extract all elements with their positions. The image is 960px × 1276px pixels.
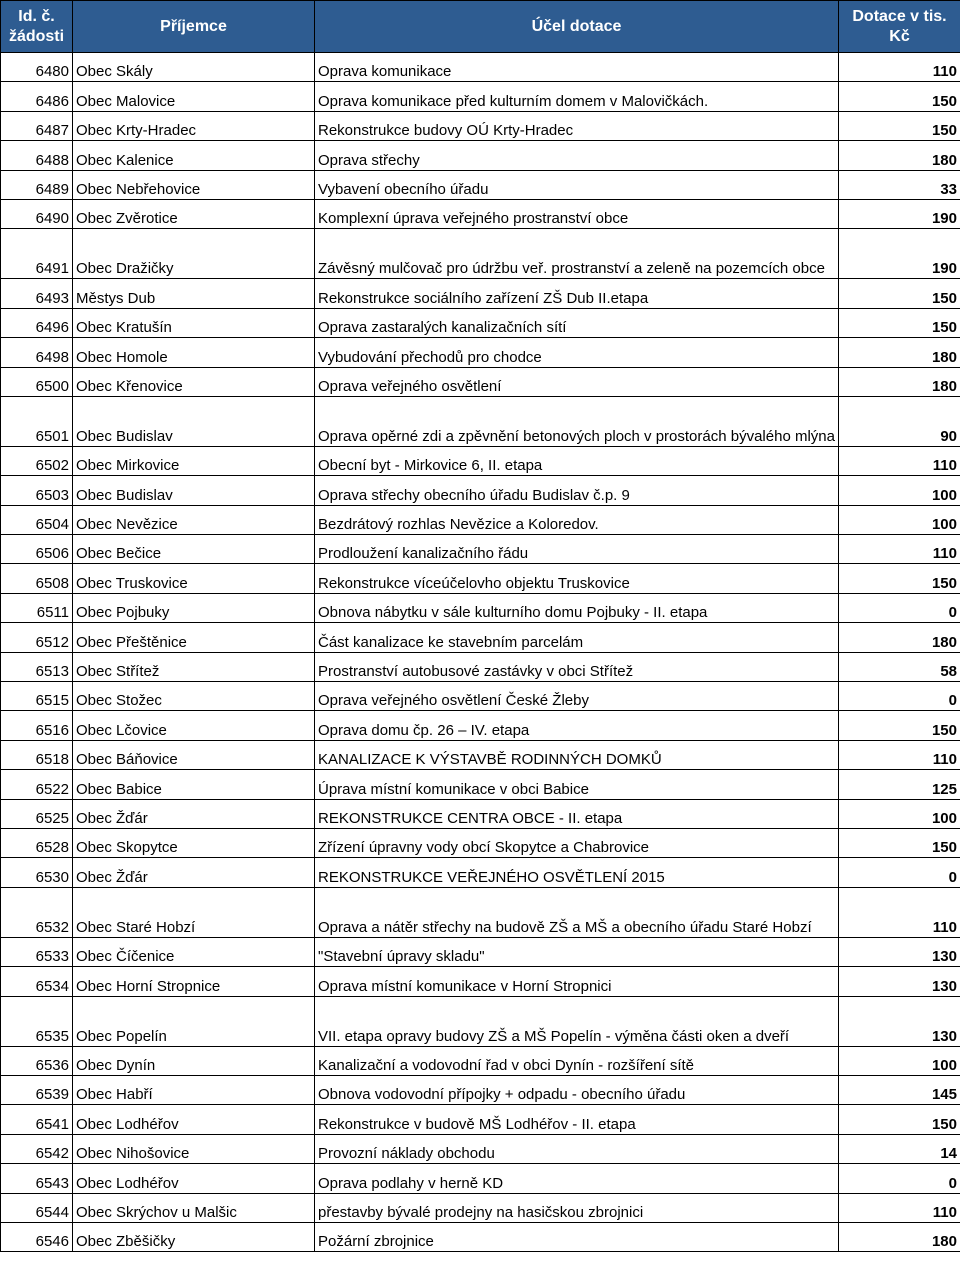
cell-amount: 0 — [839, 593, 960, 622]
table-row — [1, 711, 960, 740]
cell-recipient: Obec Habří — [73, 1075, 315, 1104]
cell-id: 6518 — [1, 740, 73, 769]
table-row — [1, 1075, 960, 1104]
cell-amount: 90 — [839, 396, 960, 446]
table-row — [1, 505, 960, 534]
cell-purpose: Oprava komunikace před kulturním domem v Malovičkách. — [315, 82, 839, 111]
cell-purpose: Obnova vodovodní přípojky + odpadu - obecního úřadu — [315, 1075, 839, 1104]
cell-purpose: Oprava střechy obecního úřadu Budislav č.p. 9 — [315, 476, 839, 505]
cell-recipient: Obec Žďár — [73, 799, 315, 828]
cell-amount: 110 — [839, 887, 960, 937]
cell-recipient: Obec Střítež — [73, 652, 315, 681]
cell-amount: 58 — [839, 652, 960, 681]
cell-purpose: Bezdrátový rozhlas Nevězice a Koloredov. — [315, 505, 839, 534]
cell-id: 6533 — [1, 937, 73, 966]
cell-recipient: Obec Lčovice — [73, 711, 315, 740]
table-row — [1, 1222, 960, 1251]
cell-id: 6535 — [1, 996, 73, 1046]
cell-id: 6491 — [1, 229, 73, 279]
header-id — [1, 1, 73, 53]
cell-purpose: Komplexní úprava veřejného prostranství obce — [315, 199, 839, 228]
cell-id: 6522 — [1, 770, 73, 799]
header-row — [1, 1, 960, 53]
cell-amount: 150 — [839, 828, 960, 857]
cell-id: 6536 — [1, 1046, 73, 1075]
cell-id: 6498 — [1, 338, 73, 367]
cell-recipient: Obec Kratušín — [73, 308, 315, 337]
cell-purpose: Prodloužení kanalizačního řádu — [315, 535, 839, 564]
cell-recipient: Obec Popelín — [73, 996, 315, 1046]
cell-purpose: Závěsný mulčovač pro údržbu veř. prostranství a zeleně na pozemcích obce — [315, 229, 839, 279]
cell-id: 6493 — [1, 279, 73, 308]
cell-purpose: Vybavení obecního úřadu — [315, 170, 839, 199]
cell-amount: 180 — [839, 623, 960, 652]
table-row — [1, 446, 960, 475]
cell-amount: 125 — [839, 770, 960, 799]
table-row — [1, 199, 960, 228]
cell-recipient: Obec Lodhéřov — [73, 1164, 315, 1193]
cell-recipient: Obec Lodhéřov — [73, 1105, 315, 1134]
cell-amount: 130 — [839, 967, 960, 996]
cell-id: 6506 — [1, 535, 73, 564]
cell-recipient: Obec Stožec — [73, 682, 315, 711]
cell-amount: 110 — [839, 446, 960, 475]
cell-amount: 130 — [839, 996, 960, 1046]
cell-recipient: Obec Staré Hobzí — [73, 887, 315, 937]
cell-purpose: Oprava komunikace — [315, 53, 839, 82]
table-row — [1, 53, 960, 82]
cell-amount: 190 — [839, 229, 960, 279]
cell-purpose: Provozní náklady obchodu — [315, 1134, 839, 1163]
cell-id: 6515 — [1, 682, 73, 711]
header-id-line2: žádosti — [8, 27, 65, 45]
cell-amount: 100 — [839, 799, 960, 828]
cell-id: 6488 — [1, 141, 73, 170]
cell-recipient: Obec Skopytce — [73, 828, 315, 857]
cell-amount: 150 — [839, 279, 960, 308]
cell-recipient: Obec Dynín — [73, 1046, 315, 1075]
cell-purpose: Rekonstrukce budovy OÚ Krty-Hradec — [315, 111, 839, 140]
cell-recipient: Obec Krty-Hradec — [73, 111, 315, 140]
header-amount — [839, 1, 960, 53]
cell-amount: 33 — [839, 170, 960, 199]
cell-purpose: Část kanalizace ke stavebním parcelám — [315, 623, 839, 652]
cell-purpose: Rekonstrukce víceúčelovho objektu Truskovice — [315, 564, 839, 593]
cell-purpose: REKONSTRUKCE VEŘEJNÉHO OSVĚTLENÍ 2015 — [315, 858, 839, 887]
cell-amount: 150 — [839, 111, 960, 140]
cell-amount: 110 — [839, 53, 960, 82]
cell-recipient: Obec Číčenice — [73, 937, 315, 966]
header-id-line1: Id. č. — [18, 7, 55, 25]
cell-recipient: Obec Dražičky — [73, 229, 315, 279]
cell-purpose: přestavby bývalé prodejny na hasičskou zbrojnici — [315, 1193, 839, 1222]
cell-amount: 145 — [839, 1075, 960, 1104]
table-row — [1, 593, 960, 622]
cell-amount: 150 — [839, 82, 960, 111]
header-amount-line2: Kč — [889, 27, 910, 45]
cell-purpose: "Stavební úpravy skladu" — [315, 937, 839, 966]
header-purpose: Účel dotace — [315, 1, 839, 53]
table-row — [1, 476, 960, 505]
cell-amount: 110 — [839, 535, 960, 564]
cell-id: 6528 — [1, 828, 73, 857]
cell-id: 6516 — [1, 711, 73, 740]
table-row — [1, 1105, 960, 1134]
cell-id: 6501 — [1, 396, 73, 446]
cell-amount: 180 — [839, 141, 960, 170]
table-row — [1, 367, 960, 396]
cell-recipient: Obec Babice — [73, 770, 315, 799]
cell-amount: 0 — [839, 858, 960, 887]
cell-purpose: Rekonstrukce sociálního zařízení ZŠ Dub II.etapa — [315, 279, 839, 308]
table-row — [1, 996, 960, 1046]
table-row — [1, 141, 960, 170]
cell-amount: 180 — [839, 1222, 960, 1251]
cell-purpose: Oprava opěrné zdi a zpěvnění betonových ploch v prostorách bývalého mlýna — [315, 396, 839, 446]
table-row — [1, 887, 960, 937]
cell-id: 6503 — [1, 476, 73, 505]
cell-amount: 190 — [839, 199, 960, 228]
cell-id: 6539 — [1, 1075, 73, 1104]
cell-purpose: Prostranství autobusové zastávky v obci Střítež — [315, 652, 839, 681]
cell-amount: 0 — [839, 682, 960, 711]
cell-id: 6490 — [1, 199, 73, 228]
table-row — [1, 564, 960, 593]
cell-purpose: REKONSTRUKCE CENTRA OBCE - II. etapa — [315, 799, 839, 828]
cell-amount: 110 — [839, 1193, 960, 1222]
table-row — [1, 229, 960, 279]
cell-recipient: Obec Žďár — [73, 858, 315, 887]
table-row — [1, 396, 960, 446]
cell-id: 6511 — [1, 593, 73, 622]
cell-purpose: Oprava střechy — [315, 141, 839, 170]
cell-amount: 0 — [839, 1164, 960, 1193]
table-row — [1, 1164, 960, 1193]
cell-id: 6500 — [1, 367, 73, 396]
table-row — [1, 967, 960, 996]
cell-purpose: Oprava veřejného osvětlení — [315, 367, 839, 396]
cell-id: 6542 — [1, 1134, 73, 1163]
cell-id: 6496 — [1, 308, 73, 337]
cell-recipient: Obec Skály — [73, 53, 315, 82]
cell-amount: 100 — [839, 1046, 960, 1075]
cell-id: 6532 — [1, 887, 73, 937]
table-row — [1, 1193, 960, 1222]
cell-recipient: Obec Zvěrotice — [73, 199, 315, 228]
cell-amount: 150 — [839, 1105, 960, 1134]
cell-amount: 180 — [839, 367, 960, 396]
cell-amount: 150 — [839, 564, 960, 593]
cell-id: 6502 — [1, 446, 73, 475]
table-row — [1, 652, 960, 681]
table-row — [1, 1134, 960, 1163]
cell-purpose: Obnova nábytku v sále kulturního domu Pojbuky - II. etapa — [315, 593, 839, 622]
cell-recipient: Obec Bečice — [73, 535, 315, 564]
cell-id: 6487 — [1, 111, 73, 140]
cell-amount: 150 — [839, 308, 960, 337]
cell-purpose: Oprava a nátěr střechy na budově ZŠ a MŠ a obecního úřadu Staré Hobzí — [315, 887, 839, 937]
cell-purpose: Oprava místní komunikace v Horní Stropnici — [315, 967, 839, 996]
cell-id: 6534 — [1, 967, 73, 996]
cell-recipient: Obec Nihošovice — [73, 1134, 315, 1163]
cell-id: 6486 — [1, 82, 73, 111]
cell-recipient: Obec Horní Stropnice — [73, 967, 315, 996]
cell-amount: 100 — [839, 476, 960, 505]
table-row — [1, 1046, 960, 1075]
cell-id: 6544 — [1, 1193, 73, 1222]
cell-recipient: Obec Homole — [73, 338, 315, 367]
cell-recipient: Obec Zběšičky — [73, 1222, 315, 1251]
cell-amount: 130 — [839, 937, 960, 966]
cell-purpose: KANALIZACE K VÝSTAVBĚ RODINNÝCH DOMKŮ — [315, 740, 839, 769]
cell-id: 6543 — [1, 1164, 73, 1193]
cell-purpose: Oprava zastaralých kanalizačních sítí — [315, 308, 839, 337]
cell-recipient: Obec Křenovice — [73, 367, 315, 396]
cell-recipient: Obec Kalenice — [73, 141, 315, 170]
table-row — [1, 770, 960, 799]
cell-amount: 14 — [839, 1134, 960, 1163]
table-row — [1, 308, 960, 337]
header-amount-line1: Dotace v tis. — [852, 7, 947, 25]
cell-purpose: Obecní byt - Mirkovice 6, II. etapa — [315, 446, 839, 475]
cell-purpose: Rekonstrukce v budově MŠ Lodhéřov - II. etapa — [315, 1105, 839, 1134]
cell-recipient: Obec Mirkovice — [73, 446, 315, 475]
table-row — [1, 170, 960, 199]
table-row — [1, 799, 960, 828]
table-row — [1, 623, 960, 652]
table-row — [1, 682, 960, 711]
cell-recipient: Obec Budislav — [73, 396, 315, 446]
cell-purpose: Požární zbrojnice — [315, 1222, 839, 1251]
cell-id: 6504 — [1, 505, 73, 534]
cell-recipient: Obec Nevězice — [73, 505, 315, 534]
cell-id: 6512 — [1, 623, 73, 652]
cell-purpose: Oprava veřejného osvětlení České Žleby — [315, 682, 839, 711]
cell-purpose: Zřízení úpravny vody obcí Skopytce a Chabrovice — [315, 828, 839, 857]
cell-recipient: Obec Malovice — [73, 82, 315, 111]
cell-id: 6546 — [1, 1222, 73, 1251]
cell-amount: 100 — [839, 505, 960, 534]
table-row — [1, 858, 960, 887]
cell-amount: 180 — [839, 338, 960, 367]
cell-recipient: Obec Truskovice — [73, 564, 315, 593]
cell-recipient: Obec Skrýchov u Malšic — [73, 1193, 315, 1222]
table-body — [1, 53, 960, 1252]
table-row — [1, 279, 960, 308]
cell-recipient: Obec Báňovice — [73, 740, 315, 769]
table-row — [1, 937, 960, 966]
cell-purpose: Vybudování přechodů pro chodce — [315, 338, 839, 367]
table-row — [1, 740, 960, 769]
cell-recipient: Obec Budislav — [73, 476, 315, 505]
cell-purpose: Úprava místní komunikace v obci Babice — [315, 770, 839, 799]
header-recipient: Příjemce — [73, 1, 315, 53]
table-row — [1, 338, 960, 367]
cell-purpose: Oprava domu čp. 26 – IV. etapa — [315, 711, 839, 740]
cell-id: 6489 — [1, 170, 73, 199]
cell-id: 6508 — [1, 564, 73, 593]
cell-purpose: VII. etapa opravy budovy ZŠ a MŠ Popelín - výměna části oken a dveří — [315, 996, 839, 1046]
cell-recipient: Obec Přeštěnice — [73, 623, 315, 652]
cell-id: 6530 — [1, 858, 73, 887]
cell-amount: 150 — [839, 711, 960, 740]
table-row — [1, 111, 960, 140]
cell-id: 6541 — [1, 1105, 73, 1134]
cell-id: 6480 — [1, 53, 73, 82]
cell-amount: 110 — [839, 740, 960, 769]
table-row — [1, 535, 960, 564]
table-row — [1, 82, 960, 111]
cell-recipient: Obec Nebřehovice — [73, 170, 315, 199]
cell-purpose: Kanalizační a vodovodní řad v obci Dynín - rozšíření sítě — [315, 1046, 839, 1075]
cell-id: 6513 — [1, 652, 73, 681]
cell-recipient: Městys Dub — [73, 279, 315, 308]
cell-recipient: Obec Pojbuky — [73, 593, 315, 622]
table-row — [1, 828, 960, 857]
cell-id: 6525 — [1, 799, 73, 828]
cell-purpose: Oprava podlahy v herně KD — [315, 1164, 839, 1193]
